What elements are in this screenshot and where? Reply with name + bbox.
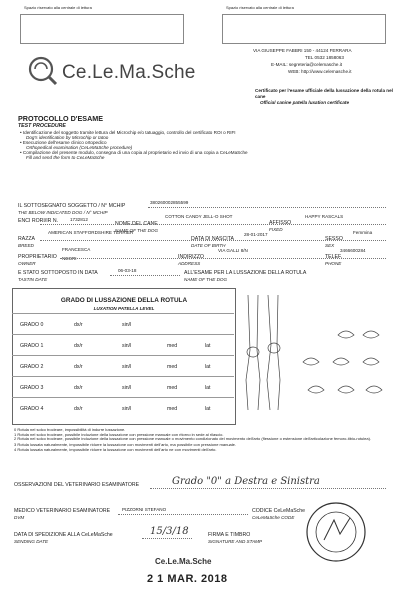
- observations-handwritten: Grado "0" a Destra e Sinistra: [172, 476, 320, 487]
- med-checkbox-label: med: [167, 343, 178, 349]
- breed-value: AMERICAN STAFFORDSHIRE TERRIER: [48, 230, 134, 235]
- owner-label-en: OWNER: [18, 261, 36, 266]
- dob-value: 28-01-2017: [244, 232, 268, 237]
- code-label-en: CeLeMaSche CODE: [252, 515, 295, 520]
- note-2: 2 Rotula nel solco trocleare, possibile induzione della lussazione con pressione manuale o movimento condizionato del movimento dell'arto (flessione o estensione dell'articolazione femoro-tibio-rotulea).: [14, 436, 372, 441]
- microchip-value: 380260002855599: [150, 200, 189, 205]
- lat-checkbox-label: lat: [205, 406, 211, 412]
- send-date-label: DATA DI SPEDIZIONE ALLA CeLeMaSche: [14, 532, 113, 538]
- code-label: CODICE CeLeMaSche: [252, 508, 306, 514]
- address-label: INDIRIZZO: [178, 254, 204, 260]
- grade-label: GRADO 3: [20, 385, 44, 391]
- grading-title: GRADO DI LUSSAZIONE DELLA ROTULA: [60, 297, 188, 304]
- test-date-label-en: TASTIN DATE: [18, 277, 48, 282]
- tel-line: TEL 0532 1858063: [305, 55, 344, 60]
- sin-checkbox-label: sin/l: [122, 343, 132, 349]
- reserved-space-note-right: Spazio riservato alla centrale di lettura: [226, 5, 294, 10]
- logo-text: Ce.Le.Ma.Sche: [62, 62, 196, 83]
- microchip-label: IL SOTTOSEGNATO SOGGETTO / N° MCHIP: [18, 203, 126, 209]
- reserved-space-note-left: Spazio riservato alla centrale di lettura: [24, 5, 92, 10]
- dog-name-label: NOME DEL CANE: [115, 221, 158, 227]
- reserved-box-left: [20, 14, 184, 44]
- exam-label-en: NAME OF THE DOG: [184, 277, 228, 282]
- dx-checkbox-label: dx/r: [74, 406, 83, 412]
- phone-label: TELEF.: [325, 254, 343, 260]
- dx-checkbox-label: dx/r: [74, 364, 83, 370]
- knee-anatomy-diagram: [238, 290, 388, 420]
- grading-subtitle: LUXATION PATELLA LEVEL: [93, 306, 155, 311]
- protocol-item-1: • Identificazione del soggetto tramite lettura del Microchip e/o tatuaggio, controllo del certificato ROI o RIFI: [20, 130, 236, 135]
- web-line: WEB: http://www.celemasche.it: [288, 69, 352, 74]
- reception-stamp-date: 2 1 MAR. 2018: [147, 573, 228, 585]
- celemasche-logo-icon: [28, 56, 58, 86]
- protocol-item-3-en: Fill and send the form to CeLeMaSche: [26, 155, 105, 160]
- dob-label: DATA DI NASCITA: [191, 236, 234, 242]
- sin-checkbox-label: sin/l: [122, 406, 132, 412]
- send-date-handwritten: 15/3/18: [150, 526, 189, 537]
- prefix-label-en: FIXED: [269, 227, 283, 232]
- owner-value-2: NEGRI: [62, 256, 77, 261]
- note-1: 1 Rotula nel solco trocleare, possibile induzione della lussazione con pressione manuale con ritorno in sede al rilascio.: [14, 432, 224, 437]
- med-checkbox-label: med: [167, 385, 178, 391]
- phone-value: 3466600284: [340, 248, 366, 253]
- sex-label-en: SEX: [325, 243, 335, 248]
- breed-label: RAZZA: [18, 236, 36, 242]
- breed-label-en: BREED: [18, 243, 34, 248]
- observations-label: OSSERVAZIONI DEL VETERINARIO ESAMINATORE: [14, 482, 140, 488]
- microchip-label-en: THE BELOW INDICATED DOG / N° MCHIP: [18, 210, 108, 215]
- vet-label-en: DVM: [14, 515, 25, 520]
- lat-checkbox-label: lat: [205, 364, 211, 370]
- email-line: E-MAIL: segreteria@celemasche.it: [271, 62, 343, 67]
- med-checkbox-label: med: [167, 406, 178, 412]
- reserved-box-right: [222, 14, 386, 44]
- lat-checkbox-label: lat: [205, 385, 211, 391]
- prefix-label: AFFISSO: [269, 220, 292, 226]
- test-date-label: E STATO SOTTOPOSTO IN DATA: [18, 270, 98, 276]
- signature-label: FIRMA E TIMBRO: [208, 532, 251, 538]
- protocol-title: PROTOCOLLO D'ESAME: [18, 114, 104, 123]
- grade-row: [12, 376, 234, 398]
- lat-checkbox-label: lat: [205, 343, 211, 349]
- sin-checkbox-label: sin/l: [122, 322, 132, 328]
- reception-stamp-logo: Ce.Le.Ma.Sche: [155, 557, 212, 566]
- protocol-subtitle: TEST PROCEDURE: [18, 123, 66, 129]
- protocol-list: [18, 130, 388, 160]
- note-4: 4 Rotula lussata naturalmente, impossibile ridurre la lussazione con movimenti dell'arto ne con movimenti dell'arto.: [14, 446, 217, 452]
- certificate-title-en: Official canine patella luxation certificate: [260, 100, 350, 105]
- grade-label: GRADO 1: [20, 343, 44, 349]
- sex-label: SESSO: [325, 236, 343, 242]
- sex-value: Femmina: [353, 230, 373, 235]
- grade-row: [12, 397, 234, 419]
- address-value: VIA GALLI 8/N: [218, 248, 248, 253]
- veterinary-round-stamp: [304, 500, 368, 564]
- grade-label: GRADO 0: [20, 322, 44, 328]
- address-label-en: ADDRESS: [178, 261, 201, 266]
- dx-checkbox-label: dx/r: [74, 385, 83, 391]
- dx-checkbox-label: dx/r: [74, 343, 83, 349]
- certificate-title-it: Certificato per l'esame ufficiale della lussazione della rotula nel cane: [255, 88, 393, 99]
- phone-label-en: PHONE: [325, 261, 342, 266]
- owner-value-1: FRANCESCA: [62, 247, 91, 252]
- dog-name-label-en: NAME OF THE DOG: [115, 228, 159, 233]
- protocol-item-3: • Compilazione del presente modulo, consegna di una copia al proprietario ed invio di una copia a CeLeMaSche: [20, 150, 248, 155]
- signature-label-en: SIGNATURE AND STAMP: [208, 539, 263, 544]
- grade-row: [12, 355, 234, 377]
- send-date-label-en: SENDING DATE: [14, 539, 49, 544]
- protocol-item-1-en: Dog's identification by Microchip or tatoo: [26, 135, 109, 140]
- grade-notes: [14, 427, 394, 452]
- grade-row: [12, 313, 234, 335]
- prefix-value: HAPPY RASCALS: [305, 214, 344, 219]
- address-line: VIA GIUSEPPE FABBRI 150 - 44124 FERRARA: [253, 48, 352, 53]
- dob-label-en: DATE OF BIRTH: [191, 243, 226, 248]
- sin-checkbox-label: sin/l: [122, 364, 132, 370]
- test-date-value: 06-03-18: [118, 268, 137, 273]
- grade-row: [12, 334, 234, 356]
- note-3: 3 Rotula lussata naturalmente, impossibile ridurre la lussazione con movimenti dell'arto, ma possibile con pressione manuale.: [14, 441, 236, 447]
- vet-name: PIZZORNI STEFANO: [122, 507, 167, 512]
- owner-label: PROPRIETARIO: [18, 254, 57, 260]
- protocol-item-2: • Esecuzione dell'esame clinico ortopedico: [20, 140, 107, 145]
- grade-label: GRADO 4: [20, 406, 44, 412]
- exam-label: ALL'ESAME PER LA LUSSAZIONE DELLA ROTULA: [184, 270, 307, 276]
- note-0: 0 Rotula nel solco trocleare, impossibilità di indurre lussazione.: [14, 427, 126, 432]
- enci-label: ENCI RORI/IR N.: [18, 218, 59, 224]
- dx-checkbox-label: dx/r: [74, 322, 83, 328]
- vet-label: MEDICO VETERINARIO ESAMINATORE: [14, 508, 111, 514]
- enci-value: 1732812: [70, 217, 88, 222]
- grade-label: GRADO 2: [20, 364, 44, 370]
- dog-name-value: COTTON CANDY JELL-O SHOT: [165, 214, 233, 219]
- protocol-item-2-en: Orthopedical examination (CeLeMaSche procedure): [26, 145, 133, 150]
- sin-checkbox-label: sin/l: [122, 385, 132, 391]
- med-checkbox-label: med: [167, 364, 178, 370]
